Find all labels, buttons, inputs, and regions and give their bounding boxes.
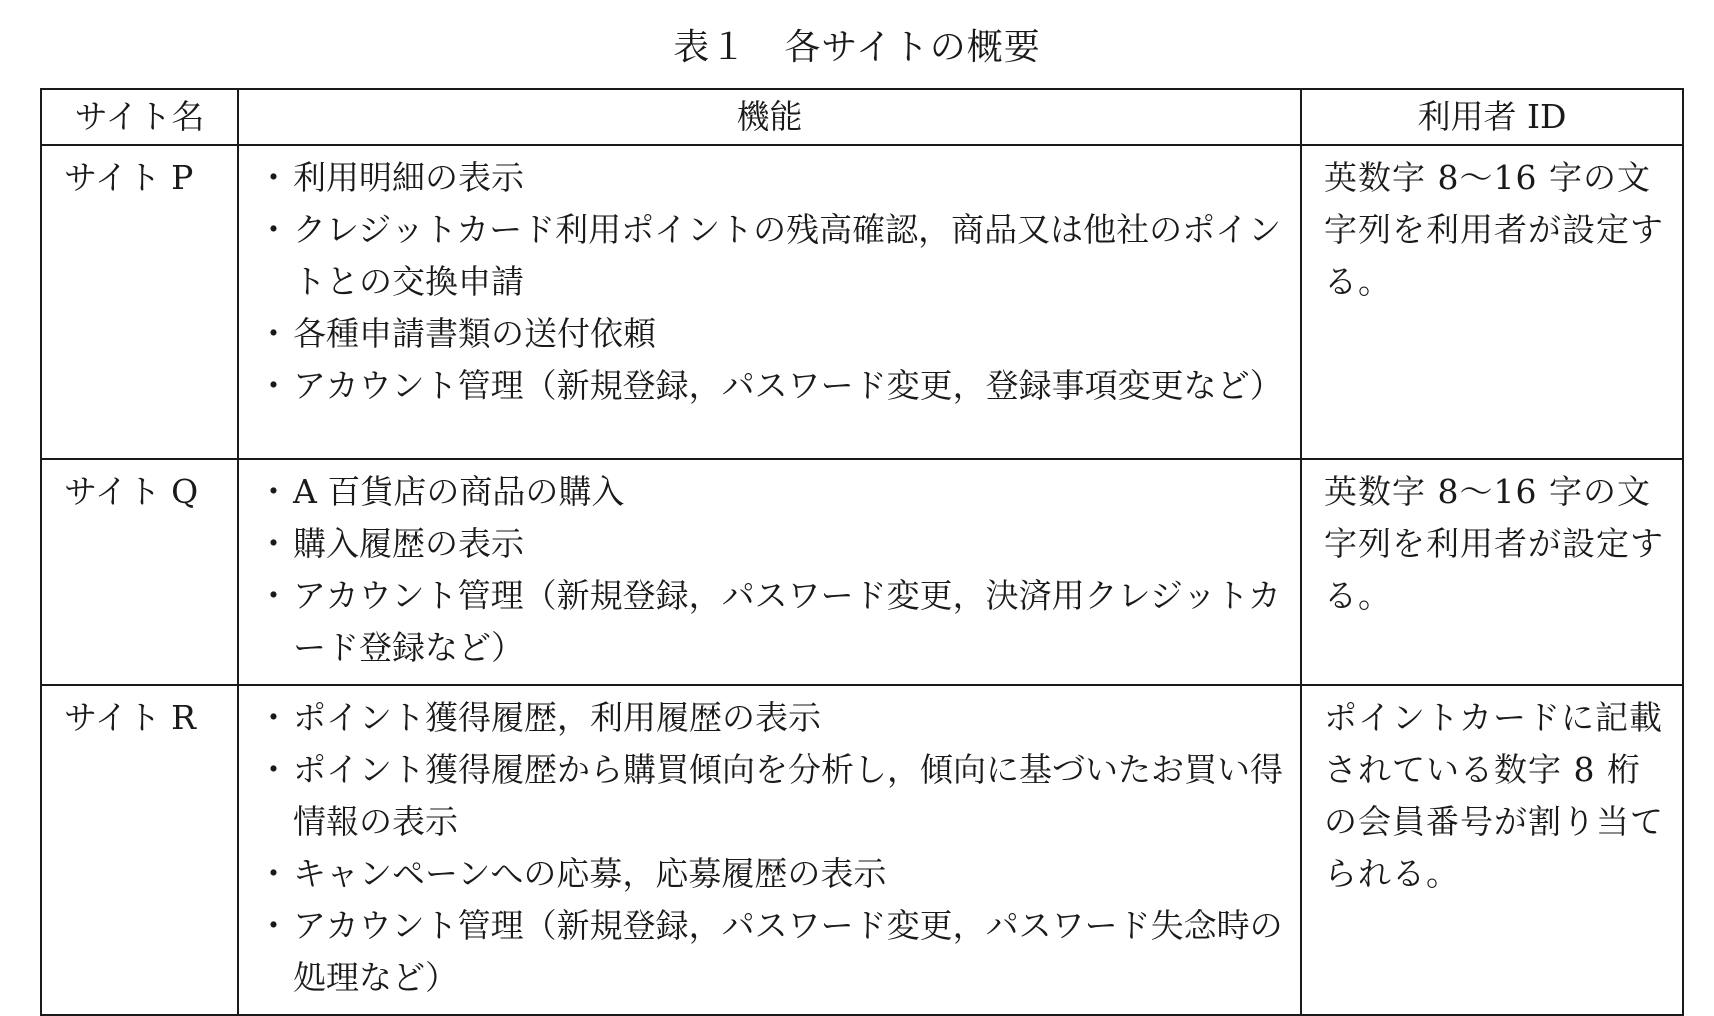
user-id-cell: 英数字 8〜16 字の文字列を利用者が設定する。 [1301,459,1683,685]
function-item: ・ 利用明細の表示 [263,152,1284,204]
site-name-cell: サイト P [41,145,238,459]
function-item: ・ ポイント獲得履歴，利用履歴の表示 [263,692,1284,744]
functions-cell [238,459,1301,685]
table-header-row [41,89,1683,145]
function-list [263,692,1284,1004]
function-item: ・ クレジットカード利用ポイントの残高確認，商品又は他社のポイントとの交換申請 [263,204,1284,308]
functions-cell [238,145,1301,459]
function-item: ・ アカウント管理（新規登録，パスワード変更，パスワード失念時の処理など） [263,900,1284,1004]
site-name-cell: サイト Q [41,459,238,685]
function-list [263,152,1284,412]
function-item: ・ 購入履歴の表示 [263,518,1284,570]
function-item: ・ 各種申請書類の送付依頼 [263,308,1284,360]
site-overview-table [40,88,1684,1016]
functions-cell [238,685,1301,1015]
header-user-id: 利用者 ID [1301,89,1683,145]
function-item: ・ ポイント獲得履歴から購買傾向を分析し，傾向に基づいたお買い得情報の表示 [263,744,1284,848]
table-row [41,145,1683,459]
table-row [41,459,1683,685]
table-caption: 表１ 各サイトの概要 [673,27,1041,68]
user-id-cell: 英数字 8〜16 字の文字列を利用者が設定する。 [1301,145,1683,459]
function-item: ・ アカウント管理（新規登録，パスワード変更，決済用クレジットカード登録など） [263,570,1284,674]
table-row [41,685,1683,1015]
user-id-cell: ポイントカードに記載されている数字 8 桁の会員番号が割り当てられる。 [1301,685,1683,1015]
function-list [263,466,1284,674]
function-item: ・ A 百貨店の商品の購入 [263,466,1284,518]
header-functions: 機能 [238,89,1301,145]
function-item: ・ キャンペーンへの応募，応募履歴の表示 [263,848,1284,900]
function-item: ・ アカウント管理（新規登録，パスワード変更，登録事項変更など） [263,360,1284,412]
header-site-name: サイト名 [41,89,238,145]
site-name-cell: サイト R [41,685,238,1015]
